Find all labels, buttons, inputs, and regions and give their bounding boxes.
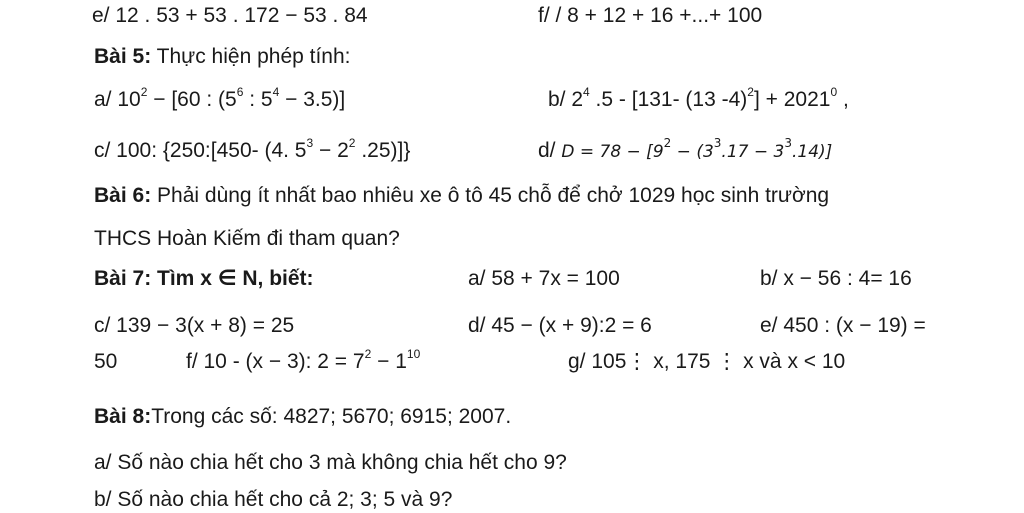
bai6-label: Bài 6: bbox=[94, 184, 152, 207]
bai6-line2: THCS Hoàn Kiếm đi tham quan? bbox=[94, 227, 400, 250]
bai7-c: c/ 139 − 3(x + 8) = 25 bbox=[94, 314, 295, 337]
bai7-b: b/ x − 56 : 4= 16 bbox=[760, 267, 912, 290]
bai7-a: a/ 58 + 7x = 100 bbox=[468, 267, 620, 290]
bai6-line1: Bài 6: Phải dùng ít nhất bao nhiêu xe ô tô 45 chỗ để chở 1029 học sinh trường bbox=[94, 184, 830, 207]
bai5-heading bbox=[94, 46, 351, 67]
exercise-4f: f/ / 8 + 12 + 16 +...+ 100 bbox=[538, 4, 763, 27]
bai5-b: b/ $2^4$ .5 - [131- (13 $-4)^2] + 2021^0$ , bbox=[548, 85, 849, 111]
bai5-d: d/ $D = 78 - [9^2 - (3^3.17 - 3^3.14)]$ bbox=[538, 136, 833, 162]
bai7-e-continued: 50 bbox=[94, 350, 118, 373]
bai8-heading: Bài 8:Trong các số: 4827; 5670; 6915; 2007. bbox=[94, 405, 512, 428]
bai5-a: a/ $10^2 - [60$ : ($5^6$ : $5^4 - 3.5$)] bbox=[94, 85, 346, 111]
bai8-b: b/ Số nào chia hết cho cả 2; 3; 5 và 9? bbox=[94, 488, 453, 511]
bai7-d: d/ 45 − (x + 9):2 = 6 bbox=[468, 314, 652, 337]
bai7-f: f/ 10 - (x − 3): $2 = 7^2 - 1^{10}$ bbox=[186, 347, 421, 373]
bai5-label: Bài 5: bbox=[94, 45, 152, 68]
bai7-g: g/ 105⋮ x, 175 ⋮ x và x < 10 bbox=[568, 350, 846, 373]
bai8-a: a/ Số nào chia hết cho 3 mà không chia hết cho 9? bbox=[94, 451, 567, 474]
bai7-e: e/ 450 : (x − 19) = bbox=[760, 314, 926, 337]
bai7-heading: Bài 7: Tìm x ∈ N, biết: bbox=[94, 267, 314, 290]
exercise-4e: e/ 12 . 53 + 53 . 172 − 53 . 84 bbox=[92, 4, 368, 27]
bai5-c: c/ 100: {250:[450- (4. $5^3 - 2^2$ .25)]} bbox=[94, 136, 411, 162]
bai5-title: Thực hiện phép tính: bbox=[151, 45, 351, 68]
